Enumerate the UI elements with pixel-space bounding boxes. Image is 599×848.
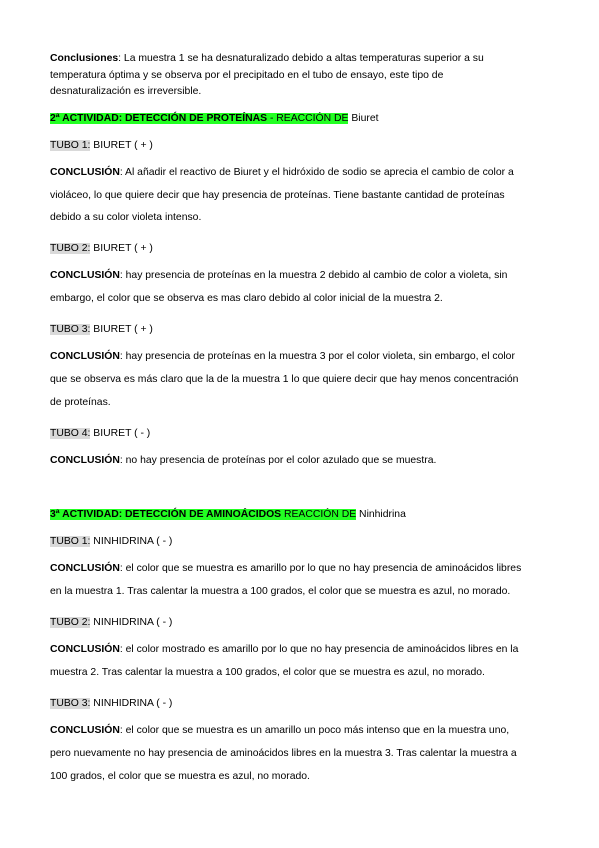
tube-label: TUBO 1:	[50, 536, 91, 547]
intro-line-2: temperatura óptima y se observa por el precipitado en el tubo de ensayo, este tipo de	[50, 70, 444, 81]
intro-line-1	[50, 52, 484, 66]
activity3-reaction: REACCIÓN DE	[281, 509, 357, 520]
conclusion-label: CONCLUSIÓN	[50, 563, 120, 574]
activity3-reagent: Ninhidrina	[356, 509, 406, 520]
act3-tube1-conclusion-2: en la muestra 1. Tras calentar la muestra a 100 grados, el color que se muestra es azul, no morado.	[50, 586, 511, 597]
act2-tube1-header	[50, 139, 153, 153]
intro-line-3: desnaturalización es irreversible.	[50, 86, 202, 97]
conclusion-label: CONCLUSIÓN	[50, 167, 120, 178]
tube-result: NINHIDRINA ( - )	[90, 698, 173, 709]
act3-tube2-conclusion-2: muestra 2. Tras calentar la muestra a 100 grados, el color que se muestra es azul, no morado.	[50, 667, 485, 678]
tube-result: NINHIDRINA ( - )	[90, 536, 173, 547]
activity2-reaction: - REACCIÓN DE	[267, 113, 349, 124]
conclusion-text: : el color que se muestra es un amarillo un poco más intenso que en la muestra uno,	[119, 725, 510, 736]
act2-tube2-header	[50, 242, 153, 256]
tube-label: TUBO 2:	[50, 617, 91, 628]
conclusion-label: CONCLUSIÓN	[50, 725, 120, 736]
act3-tube2-header	[50, 616, 172, 630]
tube-result: BIURET ( - )	[90, 428, 151, 439]
act3-tube3-header	[50, 697, 172, 711]
act2-tube4-conclusion-1	[50, 454, 436, 468]
act3-tube1-header	[50, 535, 172, 549]
activity3-title: 3ª ACTIVIDAD: DETECCIÓN DE AMINOÁCIDOS	[50, 509, 282, 520]
act3-tube2-conclusion-1	[50, 643, 518, 657]
conclusion-text: : el color que se muestra es amarillo por lo que no hay presencia de aminoácidos libres	[119, 563, 522, 574]
activity2-title: 2ª ACTIVIDAD: DETECCIÓN DE PROTEÍNAS	[50, 113, 268, 124]
conclusion-text: : el color mostrado es amarillo por lo que no hay presencia de aminoácidos libres en la	[119, 644, 519, 655]
act3-tube3-conclusion-3: 100 grados, el color que se muestra es azul, no morado.	[50, 771, 310, 782]
act2-tube2-conclusion-2: embargo, el color que se observa es mas claro debido al color inicial de la muestra 2.	[50, 293, 443, 304]
tube-label: TUBO 4:	[50, 428, 91, 439]
act2-tube4-header	[50, 427, 150, 441]
conclusion-label: CONCLUSIÓN	[50, 351, 120, 362]
intro-text: : La muestra 1 se ha desnaturalizado debido a altas temperaturas superior a su	[118, 53, 484, 64]
conclusion-label: CONCLUSIÓN	[50, 270, 120, 281]
act2-tube3-conclusion-2: que se observa es más claro que la de la muestra 1 lo que quiere decir que hay menos concentración	[50, 374, 519, 385]
tube-label: TUBO 3:	[50, 324, 91, 335]
activity2-heading	[50, 112, 379, 126]
activity2-reagent: Biuret	[348, 113, 379, 124]
act3-tube3-conclusion-1	[50, 724, 509, 738]
act2-tube3-conclusion-3: de proteínas.	[50, 397, 111, 408]
conclusion-text: : hay presencia de proteínas en la muestra 3 por el color violeta, sin embargo, el color	[119, 351, 515, 362]
act2-tube3-header	[50, 323, 153, 337]
intro-label: Conclusiones	[50, 53, 119, 64]
activity3-heading	[50, 508, 406, 522]
tube-label: TUBO 2:	[50, 243, 91, 254]
conclusion-label: CONCLUSIÓN	[50, 644, 120, 655]
conclusion-text: : hay presencia de proteínas en la muestra 2 debido al cambio de color a violeta, sin	[119, 270, 508, 281]
conclusion-text: : Al añadir el reactivo de Biuret y el hidróxido de sodio se aprecia el cambio de color a	[119, 167, 514, 178]
act2-tube1-conclusion-3: debido a su color violeta intenso.	[50, 212, 202, 223]
act2-tube1-conclusion-2: violáceo, lo que quiere decir que hay presencia de proteínas. Tiene bastante cantidad de proteínas	[50, 190, 505, 201]
tube-label: TUBO 1:	[50, 140, 91, 151]
act3-tube1-conclusion-1	[50, 562, 521, 576]
tube-result: NINHIDRINA ( - )	[90, 617, 173, 628]
act2-tube2-conclusion-1	[50, 269, 507, 283]
tube-result: BIURET ( + )	[90, 140, 153, 151]
conclusion-text: : no hay presencia de proteínas por el color azulado que se muestra.	[119, 455, 437, 466]
tube-result: BIURET ( + )	[90, 324, 153, 335]
act2-tube3-conclusion-1	[50, 350, 515, 364]
act3-tube3-conclusion-2: pero nuevamente no hay presencia de aminoácidos libres en la muestra 3. Tras calentar la muestra a	[50, 748, 517, 759]
act2-tube1-conclusion-1	[50, 166, 514, 180]
tube-label: TUBO 3:	[50, 698, 91, 709]
conclusion-label: CONCLUSIÓN	[50, 455, 120, 466]
tube-result: BIURET ( + )	[90, 243, 153, 254]
